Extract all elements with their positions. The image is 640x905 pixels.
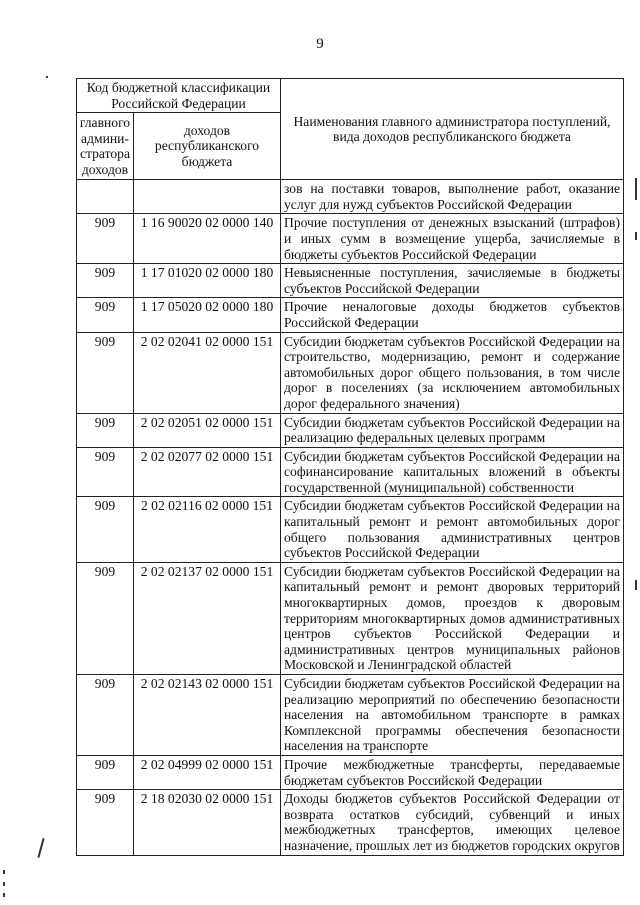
table-row	[77, 675, 624, 756]
admin-code-cell: 909	[77, 214, 134, 264]
page-number: 9	[316, 36, 324, 52]
table-row	[77, 214, 624, 264]
description-cell: Прочие поступления от денежных взысканий (штрафов) и иных сумм в возмещение ущерба, зачисляемые в бюджеты субъектов Российской Федерации	[281, 214, 624, 264]
description-cell: Субсидии бюджетам субъектов Российской Федерации на капитальный ремонт и ремонт дворовых территорий многоквартирных домов, проездов к дворовым территориям многоквартирных домов административных центров субъектов Российской Федерации и административных центров муниципальных районов Московской и Ленинградской областей	[281, 562, 624, 674]
budget-code-cell: 2 02 02116 02 0000 151	[134, 497, 281, 562]
table-row	[77, 264, 624, 298]
description-cell: Прочие неналоговые доходы бюджетов субъектов Российской Федерации	[281, 298, 624, 332]
header-row-group	[77, 79, 624, 113]
header-group: Код бюджетной классификации Российской Федерации	[77, 79, 281, 113]
margin-mark-left-3	[3, 893, 5, 897]
description-cell: Субсидии бюджетам субъектов Российской Федерации на реализацию мероприятий по обеспечению безопасности населения на автомобильном транспорте в рамках Комплексной программы обеспечения безопасности населения на транспорте	[281, 675, 624, 756]
admin-code-cell: 909	[77, 790, 134, 855]
table-row	[77, 332, 624, 413]
description-cell: Субсидии бюджетам субъектов Российской Федерации на софинансирование капитальных вложений в объекты государственной (муниципальной) собственности	[281, 447, 624, 497]
table-row	[77, 180, 624, 214]
margin-mark-bottom-left	[37, 838, 44, 858]
description-cell: Доходы бюджетов субъектов Российской Федерации от возврата остатков субсидий, субвенций и иных межбюджетных трансфертов, имеющих целевое назначение, прошлых лет из бюджетов городских округов	[281, 790, 624, 855]
budget-classification-table	[76, 78, 624, 856]
budget-code-cell: 2 02 04999 02 0000 151	[134, 755, 281, 789]
budget-code-cell: 1 17 01020 02 0000 180	[134, 264, 281, 298]
admin-code-cell: 909	[77, 264, 134, 298]
header-admin-column: главного админи-стратора доходов	[77, 113, 134, 180]
description-cell: Невыясненные поступления, зачисляемые в бюджеты субъектов Российской Федерации	[281, 264, 624, 298]
table-row	[77, 447, 624, 497]
table-row	[77, 413, 624, 447]
table-row	[77, 562, 624, 674]
admin-code-cell: 909	[77, 447, 134, 497]
margin-mark-left-2	[3, 882, 5, 886]
admin-code-cell: 909	[77, 562, 134, 674]
description-cell: Субсидии бюджетам субъектов Российской Федерации на капитальный ремонт и ремонт автомобильных дорог общего пользования административных центров субъектов Российской Федерации	[281, 497, 624, 562]
admin-code-cell: 909	[77, 755, 134, 789]
admin-code-cell	[77, 180, 134, 214]
margin-mark-right-2	[635, 232, 637, 240]
table-row	[77, 298, 624, 332]
admin-code-cell: 909	[77, 332, 134, 413]
admin-code-cell: 909	[77, 675, 134, 756]
table-row	[77, 790, 624, 855]
admin-code-cell: 909	[77, 298, 134, 332]
table-row	[77, 497, 624, 562]
margin-mark-left-1	[3, 870, 5, 874]
admin-code-cell: 909	[77, 413, 134, 447]
header-code-column: доходов республиканского бюджета	[134, 113, 281, 180]
description-cell: Прочие межбюджетные трансферты, передаваемые бюджетам субъектов Российской Федерации	[281, 755, 624, 789]
budget-code-cell: 2 02 02143 02 0000 151	[134, 675, 281, 756]
budget-code-cell: 2 02 02077 02 0000 151	[134, 447, 281, 497]
margin-mark-right-3	[635, 580, 637, 590]
budget-code-cell: 1 17 05020 02 0000 180	[134, 298, 281, 332]
admin-code-cell: 909	[77, 497, 134, 562]
budget-code-cell: 2 02 02041 02 0000 151	[134, 332, 281, 413]
budget-code-cell: 2 02 02137 02 0000 151	[134, 562, 281, 674]
margin-mark-top-left	[46, 76, 48, 78]
table-row	[77, 755, 624, 789]
description-cell: Субсидии бюджетам субъектов Российской Федерации на строительство, модернизацию, ремонт и содержание автомобильных дорог общего пользования, в том числе дорог в поселениях (за исключением автомобильных дорог федерального значения)	[281, 332, 624, 413]
margin-mark-right-1	[635, 178, 637, 200]
description-cell: зов на поставки товаров, выполнение работ, оказание услуг для нужд субъектов Российской Федерации	[281, 180, 624, 214]
budget-code-cell	[134, 180, 281, 214]
budget-code-cell: 2 02 02051 02 0000 151	[134, 413, 281, 447]
budget-code-cell: 2 18 02030 02 0000 151	[134, 790, 281, 855]
budget-code-cell: 1 16 90020 02 0000 140	[134, 214, 281, 264]
description-cell: Субсидии бюджетам субъектов Российской Федерации на реализацию федеральных целевых программ	[281, 413, 624, 447]
header-name-column: Наименования главного администратора поступлений, вида доходов республиканского бюджета	[281, 79, 624, 180]
